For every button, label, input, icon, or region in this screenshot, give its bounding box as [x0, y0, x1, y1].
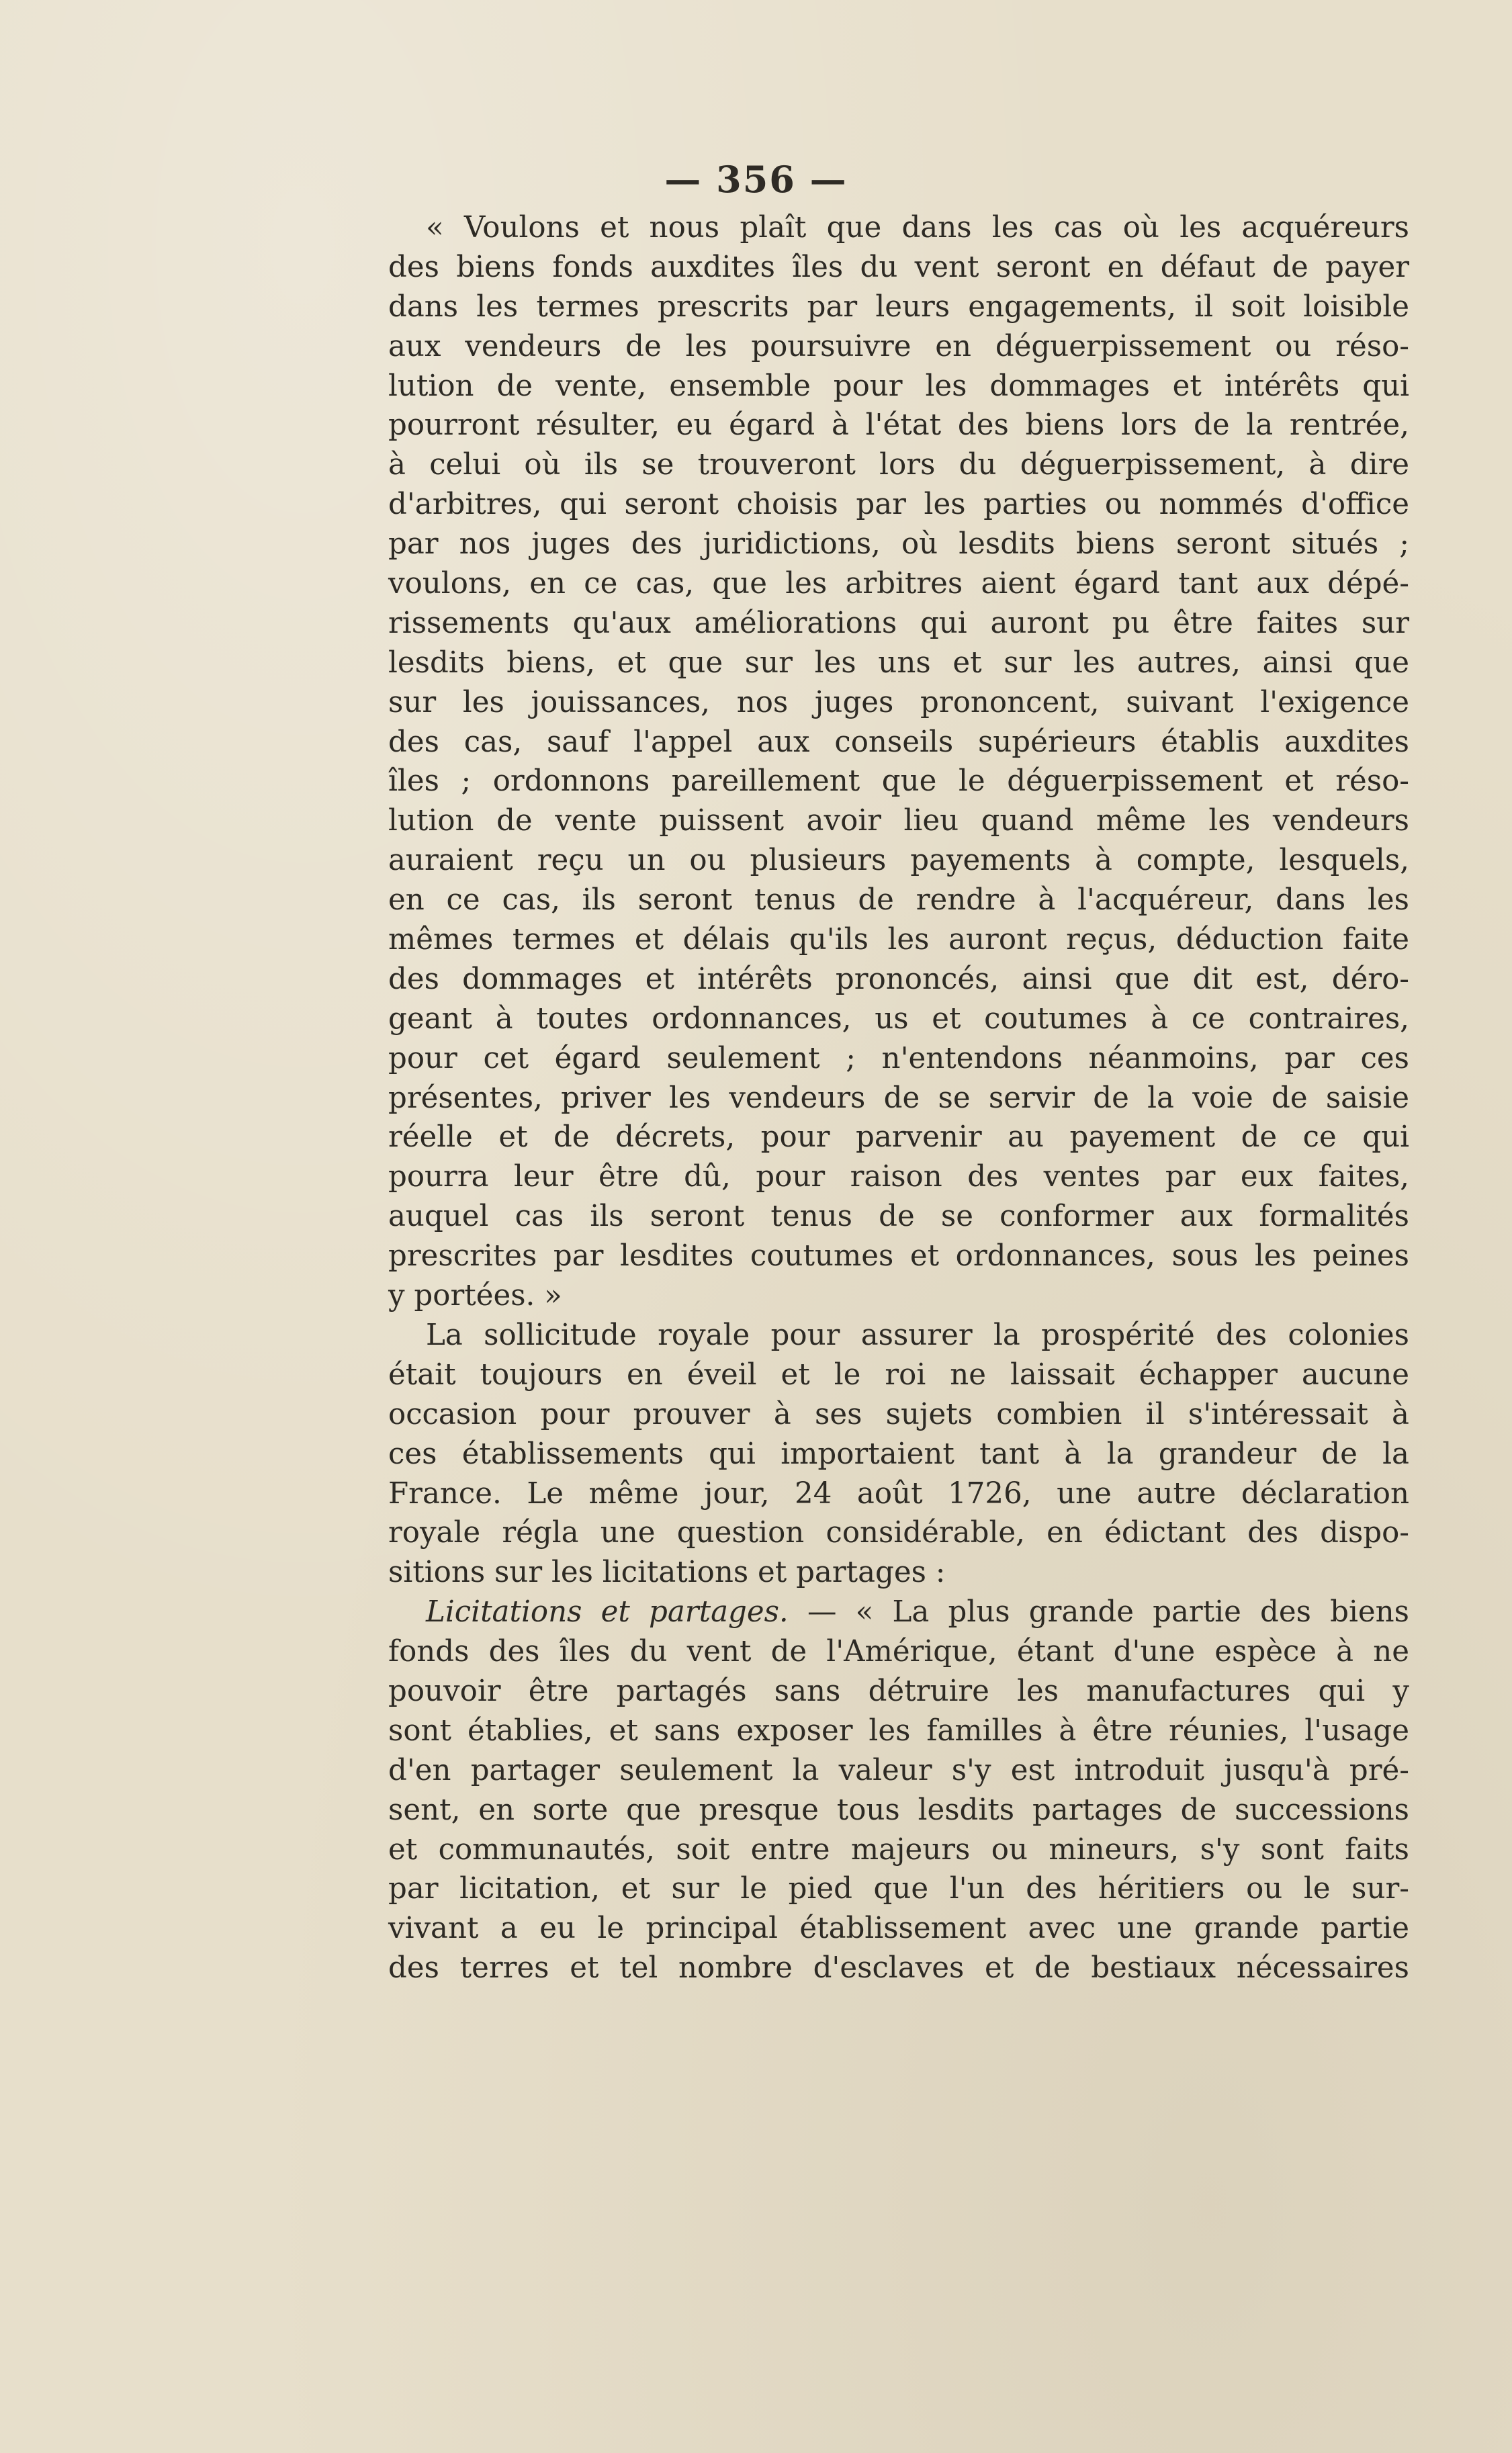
text-line: des cas, sauf l'appel aux conseils supérieurs établis auxdites [388, 725, 1409, 759]
text-line: ces établissements qui importaient tant à la grandeur de la [388, 1437, 1409, 1471]
text-line: réelle et de décrets, pour parvenir au payement de ce qui [388, 1120, 1409, 1155]
text-line: en ce cas, ils seront tenus de rendre à l'acquéreur, dans les [388, 883, 1409, 918]
text-line: voulons, en ce cas, que les arbitres aient égard tant aux dépé- [388, 567, 1409, 601]
text-line: pour cet égard seulement ; n'entendons néanmoins, par ces [388, 1041, 1409, 1075]
italic-heading: Licitations et partages. [426, 1595, 789, 1630]
text-line: à celui où ils se trouveront lors du déguerpissement, à dire [388, 448, 1409, 482]
text-line: par licitation, et sur le pied que l'un des héritiers ou le sur- [388, 1872, 1409, 1906]
text-line: France. Le même jour, 24 août 1726, une autre déclaration [388, 1476, 1409, 1511]
text-line: d'en partager seulement la valeur s'y est introduit jusqu'à pré- [388, 1753, 1409, 1787]
text-line-content: — « La plus grande partie des biens [788, 1595, 1409, 1630]
text-line: prescrites par lesdites coutumes et ordonnances, sous les peines [388, 1239, 1409, 1274]
text-line: par nos juges des juridictions, où lesdits biens seront situés ; [388, 527, 1409, 562]
text-line: dans les termes prescrits par leurs engagements, il soit loisible [388, 289, 1409, 324]
text-line: rissements qu'aux améliorations qui auront pu être faites sur [388, 606, 1409, 640]
text-line: lution de vente puissent avoir lieu quand même les vendeurs [388, 804, 1409, 838]
text-line: pourra leur être dû, pour raison des ventes par eux faites, [388, 1160, 1409, 1194]
text-line: auquel cas ils seront tenus de se conformer aux formalités [388, 1200, 1409, 1234]
text-line: des biens fonds auxdites îles du vent seront en défaut de payer [388, 250, 1409, 284]
page-number: — 356 — [664, 158, 848, 201]
text-line: îles ; ordonnons pareillement que le déguerpissement et réso- [388, 764, 1409, 799]
text-line [388, 1593, 1409, 1632]
text-line: lution de vente, ensemble pour les dommages et intérêts qui [388, 369, 1409, 403]
text-line: des terres et tel nombre d'esclaves et de bestiaux nécessaires [388, 1951, 1409, 1986]
text-line: vivant a eu le principal établissement avec une grande partie [388, 1912, 1409, 1946]
text-line: « Voulons et nous plaît que dans les cas où les acquéreurs [426, 211, 1409, 244]
text-line: mêmes termes et délais qu'ils les auront reçus, déduction faite [388, 923, 1409, 957]
text-line: royale régla une question considérable, en édictant des dispo- [388, 1516, 1409, 1550]
text-line: d'arbitres, qui seront choisis par les parties ou nommés d'office [388, 488, 1409, 522]
text-line: geant à toutes ordonnances, us et coutumes à ce contraires, [388, 1001, 1409, 1036]
text-line: fonds des îles du vent de l'Amérique, étant d'une espèce à ne [388, 1635, 1409, 1669]
body-text [388, 208, 1409, 1988]
text-line: sur les jouissances, nos juges prononcent, suivant l'exigence [388, 685, 1409, 719]
text-line: pouvoir être partagés sans détruire les manufactures qui y [388, 1674, 1409, 1708]
text-line: lesdits biens, et que sur les uns et sur les autres, ainsi que [388, 645, 1409, 680]
text-line: sent, en sorte que presque tous lesdits partages de successions [388, 1793, 1409, 1827]
text-line: auraient reçu un ou plusieurs payements à compte, lesquels, [388, 844, 1409, 878]
text-line: et communautés, soit entre majeurs ou mineurs, s'y sont faits [388, 1832, 1409, 1867]
text-line: La sollicitude royale pour assurer la prospérité des colonies [426, 1318, 1409, 1352]
text-line: sitions sur les licitations et partages : [388, 1556, 946, 1590]
text-line: était toujours en éveil et le roi ne laissait échapper aucune [388, 1357, 1409, 1392]
text-line: y portées. » [388, 1279, 562, 1313]
text-line: pourront résulter, eu égard à l'état des biens lors de la rentrée, [388, 408, 1409, 443]
text-line: occasion pour prouver à ses sujets combien il s'intéressait à [388, 1397, 1409, 1431]
text-line: sont établies, et sans exposer les familles à être réunies, l'usage [388, 1713, 1409, 1748]
text-line: présentes, priver les vendeurs de se servir de la voie de saisie [388, 1081, 1409, 1115]
text-line: des dommages et intérêts prononcés, ainsi que dit est, déro- [388, 962, 1409, 996]
text-line: aux vendeurs de les poursuivre en déguerpissement ou réso- [388, 329, 1409, 363]
